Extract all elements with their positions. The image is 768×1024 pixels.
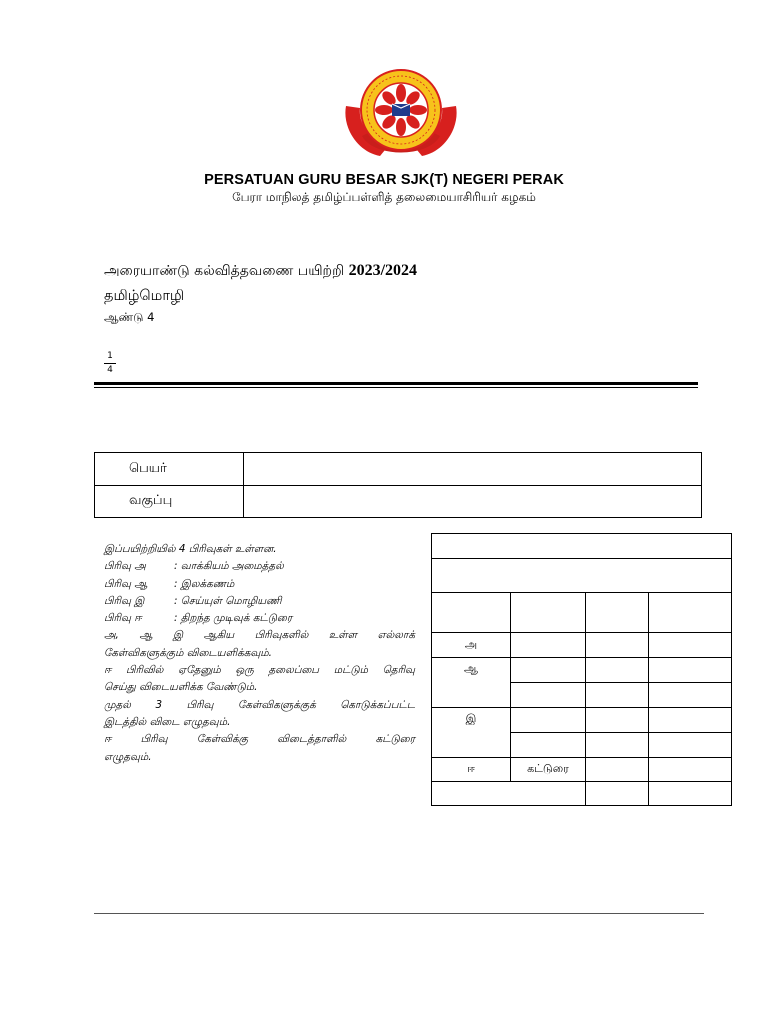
table-row xyxy=(432,758,732,782)
exam-level: ஆண்டு 4 xyxy=(104,310,155,324)
class-label: வகுப்பு xyxy=(95,485,244,518)
marks-cell xyxy=(586,683,649,708)
table-row xyxy=(95,453,702,486)
section-key: பிரிவு ஈ xyxy=(104,612,142,625)
instruction-line: அ, ஆ இ ஆகிய பிரிவுகளில் உள்ள எல்லாக் xyxy=(104,629,415,642)
table-row xyxy=(432,593,732,633)
marks-table xyxy=(431,533,732,806)
student-info-table xyxy=(94,452,702,518)
section-value: : செய்யுள் மொழியணி xyxy=(174,594,282,607)
exam-title xyxy=(104,262,417,281)
section-value: : இலக்கணம் xyxy=(174,577,235,590)
table-row xyxy=(432,708,732,733)
section-i-label: இ xyxy=(432,708,511,758)
marks-cell xyxy=(586,633,649,658)
instruction-line: கேள்விகளுக்கும் விடையளிக்கவும். xyxy=(104,646,272,659)
organization-name-tamil: பேரா மாநிலத் தமிழ்ப்பள்ளித் தலைமையாசிரியர் கழகம் xyxy=(232,190,536,204)
header-divider xyxy=(94,382,698,385)
paper-fraction xyxy=(104,351,116,376)
marks-cell xyxy=(649,758,732,782)
exam-year: 2023/2024 xyxy=(348,262,418,279)
section-row xyxy=(104,558,415,575)
section-row xyxy=(104,593,415,610)
section-key: பிரிவு இ xyxy=(104,594,145,607)
marks-subheader-cell xyxy=(432,559,732,593)
section-key: பிரிவு ஆ xyxy=(104,577,148,590)
section-value: : வாக்கியம் அமைத்தல் xyxy=(174,560,284,573)
marks-cell xyxy=(649,633,732,658)
section-ii-label: ஈ xyxy=(432,758,511,782)
section-row xyxy=(104,576,415,593)
name-field[interactable] xyxy=(244,453,702,486)
marks-cell xyxy=(649,683,732,708)
marks-cell xyxy=(649,593,732,633)
table-row xyxy=(432,782,732,806)
header-divider-thin xyxy=(94,387,698,388)
section-key: பிரிவு அ xyxy=(104,560,146,573)
marks-cell xyxy=(586,758,649,782)
footer-divider xyxy=(94,913,704,914)
instructions-intro: இப்பயிற்றியில் 4 பிரிவுகள் உள்ளன. xyxy=(104,543,277,555)
marks-cell xyxy=(649,708,732,733)
marks-cell xyxy=(586,733,649,758)
section-row xyxy=(104,610,415,627)
instruction-line: இடத்தில் விடை எழுதவும். xyxy=(104,715,231,728)
table-row xyxy=(95,485,702,518)
essay-label: கட்டுரை xyxy=(511,758,586,782)
marks-header-cell xyxy=(432,534,732,559)
marks-cell xyxy=(649,733,732,758)
organization-name-english: PERSATUAN GURU BESAR SJK(T) NEGERI PERAK xyxy=(204,172,564,188)
section-a-label: அ xyxy=(432,633,511,658)
section-aa-label: ஆ xyxy=(432,658,511,708)
name-label: பெயர் xyxy=(95,453,244,486)
marks-cell xyxy=(649,658,732,683)
marks-cell xyxy=(586,593,649,633)
marks-cell xyxy=(432,593,511,633)
marks-cell xyxy=(511,683,586,708)
instruction-line: முதல் 3 பிரிவு கேள்விகளுக்குக் கொடுக்கப்பட்ட xyxy=(104,698,415,711)
marks-cell xyxy=(511,658,586,683)
total-cell xyxy=(649,782,732,806)
marks-cell xyxy=(511,708,586,733)
table-row xyxy=(432,534,732,559)
exam-subject: தமிழ்மொழி xyxy=(104,288,185,304)
marks-cell xyxy=(586,658,649,683)
fraction-bar xyxy=(104,363,116,364)
table-row xyxy=(432,658,732,683)
class-field[interactable] xyxy=(244,485,702,518)
table-row xyxy=(432,559,732,593)
instruction-line: எழுதவும். xyxy=(104,750,152,763)
fraction-denominator: 4 xyxy=(107,365,113,375)
marks-cell xyxy=(511,633,586,658)
total-label-cell xyxy=(432,782,586,806)
instruction-line: செய்து விடையளிக்க வேண்டும். xyxy=(104,681,258,694)
marks-cell xyxy=(511,733,586,758)
marks-cell xyxy=(586,708,649,733)
association-emblem-icon xyxy=(340,66,462,164)
instruction-line: ஈ பிரிவில் ஏதேனும் ஒரு தலைப்பை மட்டும் தெரிவு xyxy=(104,664,415,677)
total-cell xyxy=(586,782,649,806)
instructions xyxy=(104,541,415,766)
fraction-numerator: 1 xyxy=(107,351,113,361)
exam-title-text: அரையாண்டு கல்வித்தவணை பயிற்றி xyxy=(104,263,345,279)
marks-cell xyxy=(511,593,586,633)
section-value: : திறந்த முடிவுக் கட்டுரை xyxy=(174,612,293,625)
instruction-line: ஈ பிரிவு கேள்விக்கு விடைத்தாளில் கட்டுரை xyxy=(104,733,415,746)
table-row xyxy=(432,633,732,658)
